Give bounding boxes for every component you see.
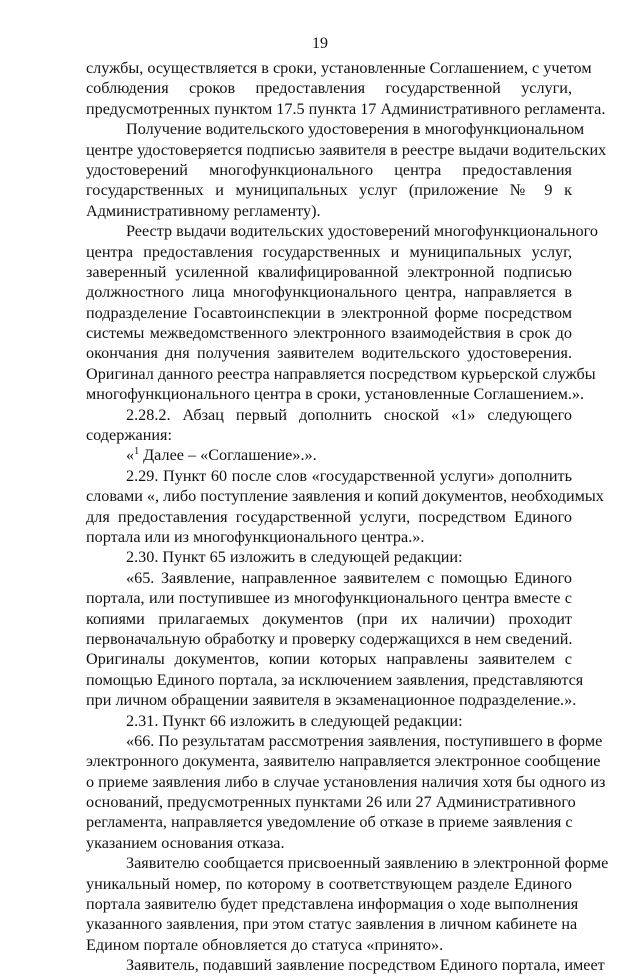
- text-line: [86, 507, 572, 527]
- text-line: [86, 140, 607, 160]
- text-line-content: системы межведомственного электронного взаимодействия в срок до: [86, 324, 572, 343]
- document-body: [86, 58, 609, 976]
- text-line: [86, 772, 606, 792]
- text-line: [86, 894, 579, 914]
- text-line-content: 2.29. Пункт 60 после слов «государственной услуги» дополнить: [126, 466, 572, 485]
- text-line-content: первоначальную обработку и проверку содержащихся в нем сведений.: [86, 629, 573, 648]
- text-line: [86, 221, 598, 241]
- text-line-content: предусмотренных пунктом 17.5 пункта 17 Административного регламента.: [86, 99, 606, 118]
- text-line: [86, 323, 572, 343]
- text-line: [86, 384, 585, 404]
- text-line: [86, 343, 572, 363]
- text-line-content: Едином портале обновляется до статуса «принято».: [86, 935, 444, 954]
- text-line: [86, 445, 572, 465]
- text-line: [86, 466, 572, 486]
- text-line: [86, 690, 577, 710]
- text-line-content: центра предоставления государственных и муниципальных услуг,: [86, 242, 572, 261]
- text-line-content: портала, или поступившее из многофункционального центра вместе с: [86, 589, 572, 608]
- text-line-content: содержания:: [86, 426, 172, 445]
- text-line-content: уникальный номер, по которому в соответствующем разделе Единого: [86, 874, 572, 893]
- text-line: [86, 547, 572, 567]
- text-line: [86, 262, 572, 282]
- text-line: [86, 711, 572, 731]
- text-line-content: портала заявителю будет представлена информация о ходе выполнения: [86, 895, 579, 914]
- text-line-content: оснований, предусмотренных пунктами 26 или 27 Административного: [86, 793, 576, 812]
- text-line: [86, 201, 572, 221]
- text-line: [86, 629, 572, 649]
- text-line-content: соблюдения сроков предоставления государственной услуги,: [86, 79, 572, 98]
- text-line-content: Реестр выдачи водительских удостоверений многофункционального: [126, 222, 598, 241]
- text-line: [86, 670, 584, 690]
- text-line: [86, 119, 585, 139]
- text-line-content: подразделение Госавтоинспекции в электронной форме посредством: [86, 303, 572, 322]
- text-line-content: центре удостоверяется подписью заявителя в реестре выдачи водительских: [86, 140, 607, 159]
- text-line: [86, 935, 572, 955]
- text-line-content: «66. По результатам рассмотрения заявления, поступившего в форме: [126, 731, 603, 750]
- text-line: [86, 731, 603, 751]
- text-line-content: «65. Заявление, направленное заявителем с помощью Единого: [126, 568, 572, 587]
- page-number: 19: [312, 35, 328, 52]
- text-line: [86, 751, 601, 771]
- text-line: [86, 609, 572, 629]
- text-line-content: портала или из многофункционального центра.».: [86, 527, 425, 546]
- text-line: [86, 160, 572, 180]
- text-line-content: помощью Единого портала, за исключением заявления, представляются: [86, 670, 584, 689]
- text-line: [86, 486, 604, 506]
- text-line: [86, 425, 572, 445]
- text-line-content: Оригиналы документов, копии которых направлены заявителем с: [86, 650, 572, 669]
- text-line: [86, 527, 572, 547]
- text-line: [86, 874, 572, 894]
- text-line: [86, 58, 592, 78]
- text-line-content: 2.30. Пункт 65 изложить в следующей редакции:: [126, 548, 463, 567]
- text-line-content: для предоставления государственной услуги, посредством Единого: [86, 507, 572, 526]
- text-line: [86, 242, 572, 262]
- text-line-content: Далее – «Соглашение».».: [139, 446, 317, 465]
- text-line: [86, 792, 576, 812]
- text-line: [86, 588, 572, 608]
- text-line: [86, 568, 572, 588]
- text-line: [86, 649, 572, 669]
- text-line-content: Административному регламенту).: [86, 201, 321, 220]
- text-line-content: 2.31. Пункт 66 изложить в следующей редакции:: [126, 711, 463, 730]
- text-line-content: государственных и муниципальных услуг (приложение № 9 к: [86, 181, 572, 200]
- text-line-content: указанного заявления, при этом статус заявления в личном кабинете на: [86, 915, 578, 934]
- text-line-content: указанием основания отказа.: [86, 833, 285, 852]
- text-line: [86, 405, 572, 425]
- text-line-content: должностного лица многофункционального центра, направляется в: [86, 283, 572, 302]
- text-line-content: многофункционального центра в сроки, установленные Соглашением.».: [86, 385, 585, 404]
- text-line-content: регламента, направляется уведомление об отказе в приеме заявления с: [86, 813, 573, 832]
- text-line: [86, 955, 605, 975]
- text-line: [86, 364, 596, 384]
- text-line: [86, 282, 572, 302]
- text-line: [86, 853, 609, 873]
- text-line-content: «: [126, 446, 135, 465]
- footnote-marker: 1: [134, 446, 140, 458]
- text-line-content: копиями прилагаемых документов (при их наличии) проходит: [86, 609, 572, 628]
- text-line-content: Заявителю сообщается присвоенный заявлению в электронной форме: [126, 854, 609, 873]
- text-line-content: при личном обращении заявителя в экзаменационное подразделение.».: [86, 691, 577, 710]
- text-line-content: о приеме заявления либо в случае установления наличия хотя бы одного из: [86, 772, 606, 791]
- text-line: [86, 99, 606, 119]
- text-line-content: Заявитель, подавший заявление посредством Единого портала, имеет: [126, 956, 605, 975]
- text-line: [86, 78, 572, 98]
- text-line: [86, 812, 572, 832]
- text-line-content: Получение водительского удостоверения в многофункциональном: [126, 120, 585, 139]
- text-line-content: Оригинал данного реестра направляется посредством курьерской службы: [86, 364, 596, 383]
- text-line-content: окончания дня получения заявителем водительского удостоверения.: [86, 344, 572, 363]
- text-line-content: удостоверений многофункционального центра предоставления: [86, 160, 572, 179]
- text-line: [86, 180, 572, 200]
- text-line-content: службы, осуществляется в сроки, установленные Соглашением, с учетом: [86, 59, 592, 77]
- text-line-content: 2.28.2. Абзац первый дополнить сноской «1» следующего: [126, 405, 572, 424]
- text-line-content: заверенный усиленной квалифицированной электронной подписью: [86, 262, 572, 281]
- text-line: [86, 303, 572, 323]
- text-line-content: словами «, либо поступление заявления и копий документов, необходимых: [86, 487, 604, 506]
- text-line-content: электронного документа, заявителю направляется электронное сообщение: [86, 752, 601, 771]
- text-line: [86, 833, 572, 853]
- text-line: [86, 914, 578, 934]
